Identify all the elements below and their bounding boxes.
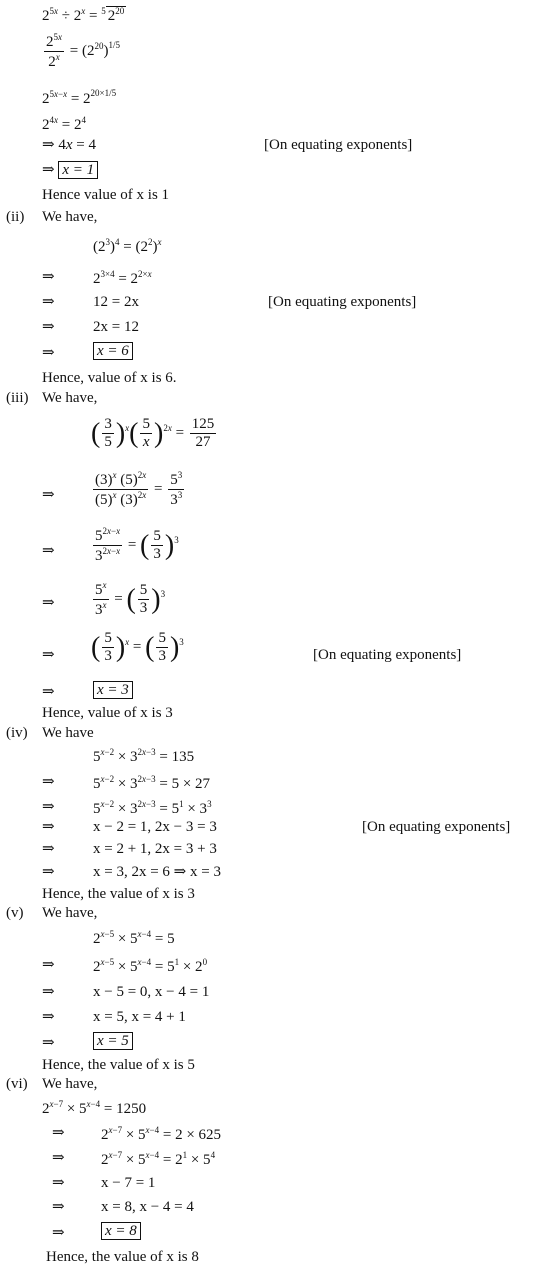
eq-iii-6: x = 3 <box>93 683 133 698</box>
implies-v-4: ⇒ <box>42 1009 55 1025</box>
implies-ii-4: ⇒ <box>42 319 55 335</box>
eq-v-4: x = 5, x = 4 + 1 <box>93 1009 186 1025</box>
conclusion-iii: Hence, value of x is 3 <box>42 705 173 721</box>
implies-iii-3: ⇒ <box>42 543 55 559</box>
eq-ii-3: 12 = 2x <box>93 294 139 310</box>
eq-vi-3: $2^{x-7} \times 5^{x-4} = 2^1 \times 5^4$ <box>101 1150 216 1168</box>
eq-v-5: x = 5 <box>93 1034 133 1049</box>
eq-i-2: $\frac{2^{5x}}{2^x}$ = $(2^{20})^{1/5}$ <box>46 32 120 71</box>
implies-vi-4: ⇒ <box>52 1175 65 1191</box>
implies-vi-5: ⇒ <box>52 1199 65 1215</box>
implies-vi-6: ⇒ <box>52 1225 65 1241</box>
we-have-vi: We have, <box>42 1076 98 1092</box>
implies-iv-4: ⇒ <box>42 819 55 835</box>
conclusion-iv: Hence, the value of x is 3 <box>42 886 195 902</box>
conclusion-v: Hence, the value of x is 5 <box>42 1057 195 1073</box>
eq-iv-6: x = 3, 2x = 6 ⇒ x = 3 <box>93 864 221 880</box>
eq-ii-4: 2x = 12 <box>93 319 139 335</box>
we-have-v: We have, <box>42 905 98 921</box>
marker-ii: (ii) <box>6 209 25 225</box>
implies-iv-2: ⇒ <box>42 774 55 790</box>
conclusion-vi: Hence, the value of x is 8 <box>46 1249 199 1265</box>
implies-iii-2: ⇒ <box>42 487 55 503</box>
note-iii: [On equating exponents] <box>313 647 462 663</box>
we-have-ii: We have, <box>42 209 98 225</box>
marker-iii: (iii) <box>6 390 29 406</box>
implies-vi-2: ⇒ <box>52 1125 65 1141</box>
implies-vi-3: ⇒ <box>52 1150 65 1166</box>
eq-vi-1: $2^{x-7} \times 5^{x-4} = 1250$ <box>42 1099 147 1117</box>
implies-iii-6: ⇒ <box>42 684 55 700</box>
note-iv: [On equating exponents] <box>362 819 511 835</box>
marker-vi: (vi) <box>6 1076 28 1092</box>
implies-iii-5: ⇒ <box>42 647 55 663</box>
eq-v-3: x − 5 = 0, x − 4 = 1 <box>93 984 210 1000</box>
eq-iv-3: $5^{x-2} \times 3^{2x-3} = 5^1 \times 3^3$ <box>93 799 212 817</box>
note-ii: [On equating exponents] <box>268 294 417 310</box>
eq-i-6: ⇒ x = 1 <box>42 163 98 178</box>
eq-iv-5: x = 2 + 1, 2x = 3 + 3 <box>93 841 217 857</box>
we-have-iii: We have, <box>42 390 98 406</box>
note-i: [On equating exponents] <box>264 137 413 153</box>
eq-v-2: $2^{x-5} \times 5^{x-4} = 5^1 \times 2^0$ <box>93 957 208 975</box>
eq-i-3: $2^{5x-x} = 2^{20\times 1/5}$ <box>42 88 117 107</box>
eq-iii-3: $\frac{5^{2x-x}}{3^{2x-x}}$ = ( $\frac{5}{3}$ )$^3$ <box>95 526 179 565</box>
implies-ii-3: ⇒ <box>42 294 55 310</box>
eq-i-5: ⇒ 4x = 4 <box>42 137 96 153</box>
conclusion-i: Hence value of x is 1 <box>42 187 170 203</box>
eq-iii-2: $\frac{(3)^x (5)^{2x}}{(5)^x (3)^{2x}}$ = $\frac{5^3}{3^3}$ <box>95 470 183 509</box>
eq-iii-4: $\frac{5^x}{3^x}$ = ( $\frac{5}{3}$ )$^3$ <box>95 580 166 619</box>
eq-i-4: $2^{4x} = 2^4$ <box>42 115 86 133</box>
implies-ii-5: ⇒ <box>42 345 55 361</box>
conclusion-ii: Hence, value of x is 6. <box>42 370 177 386</box>
eq-iv-1: $5^{x-2} \times 3^{2x-3} = 135$ <box>93 747 195 765</box>
implies-v-2: ⇒ <box>42 957 55 973</box>
implies-ii-2: ⇒ <box>42 269 55 285</box>
eq-iv-4: x − 2 = 1, 2x − 3 = 3 <box>93 819 217 835</box>
eq-v-1: $2^{x-5} \times 5^{x-4} = 5$ <box>93 929 175 947</box>
eq-iv-2: $5^{x-2} \times 3^{2x-3} = 5 \times 27$ <box>93 774 211 792</box>
eq-vi-2: $2^{x-7} \times 5^{x-4} = 2 \times 625$ <box>101 1125 222 1143</box>
eq-i-1: $2^{5x} \div 2^x = ^5$ $2^{20}$ <box>42 6 125 24</box>
implies-v-5: ⇒ <box>42 1035 55 1051</box>
implies-iv-6: ⇒ <box>42 864 55 880</box>
eq-vi-5: x = 8, x − 4 = 4 <box>101 1199 194 1215</box>
implies-iii-4: ⇒ <box>42 595 55 611</box>
we-have-iv: We have <box>42 725 94 741</box>
eq-iii-1: ( $\frac{3}{5}$ )$^x$( $\frac{5}{x}$ )$^{2x}$ = $\frac{125}{27}$ <box>91 416 215 451</box>
eq-ii-1: $(2^3)^4 = (2^2)^x$ <box>93 237 162 255</box>
eq-vi-4: x − 7 = 1 <box>101 1175 156 1191</box>
eq-ii-2: $2^{3\times 4} = 2^{2\times x}$ <box>93 269 152 287</box>
eq-ii-5: x = 6 <box>93 344 133 359</box>
implies-v-3: ⇒ <box>42 984 55 1000</box>
eq-vi-6: x = 8 <box>101 1224 141 1239</box>
implies-iv-5: ⇒ <box>42 841 55 857</box>
eq-iii-5: ( $\frac{5}{3}$ )$^x$ = ( $\frac{5}{3}$ )$^3$ <box>91 630 184 665</box>
marker-v: (v) <box>6 905 24 921</box>
implies-iv-3: ⇒ <box>42 799 55 815</box>
marker-iv: (iv) <box>6 725 28 741</box>
